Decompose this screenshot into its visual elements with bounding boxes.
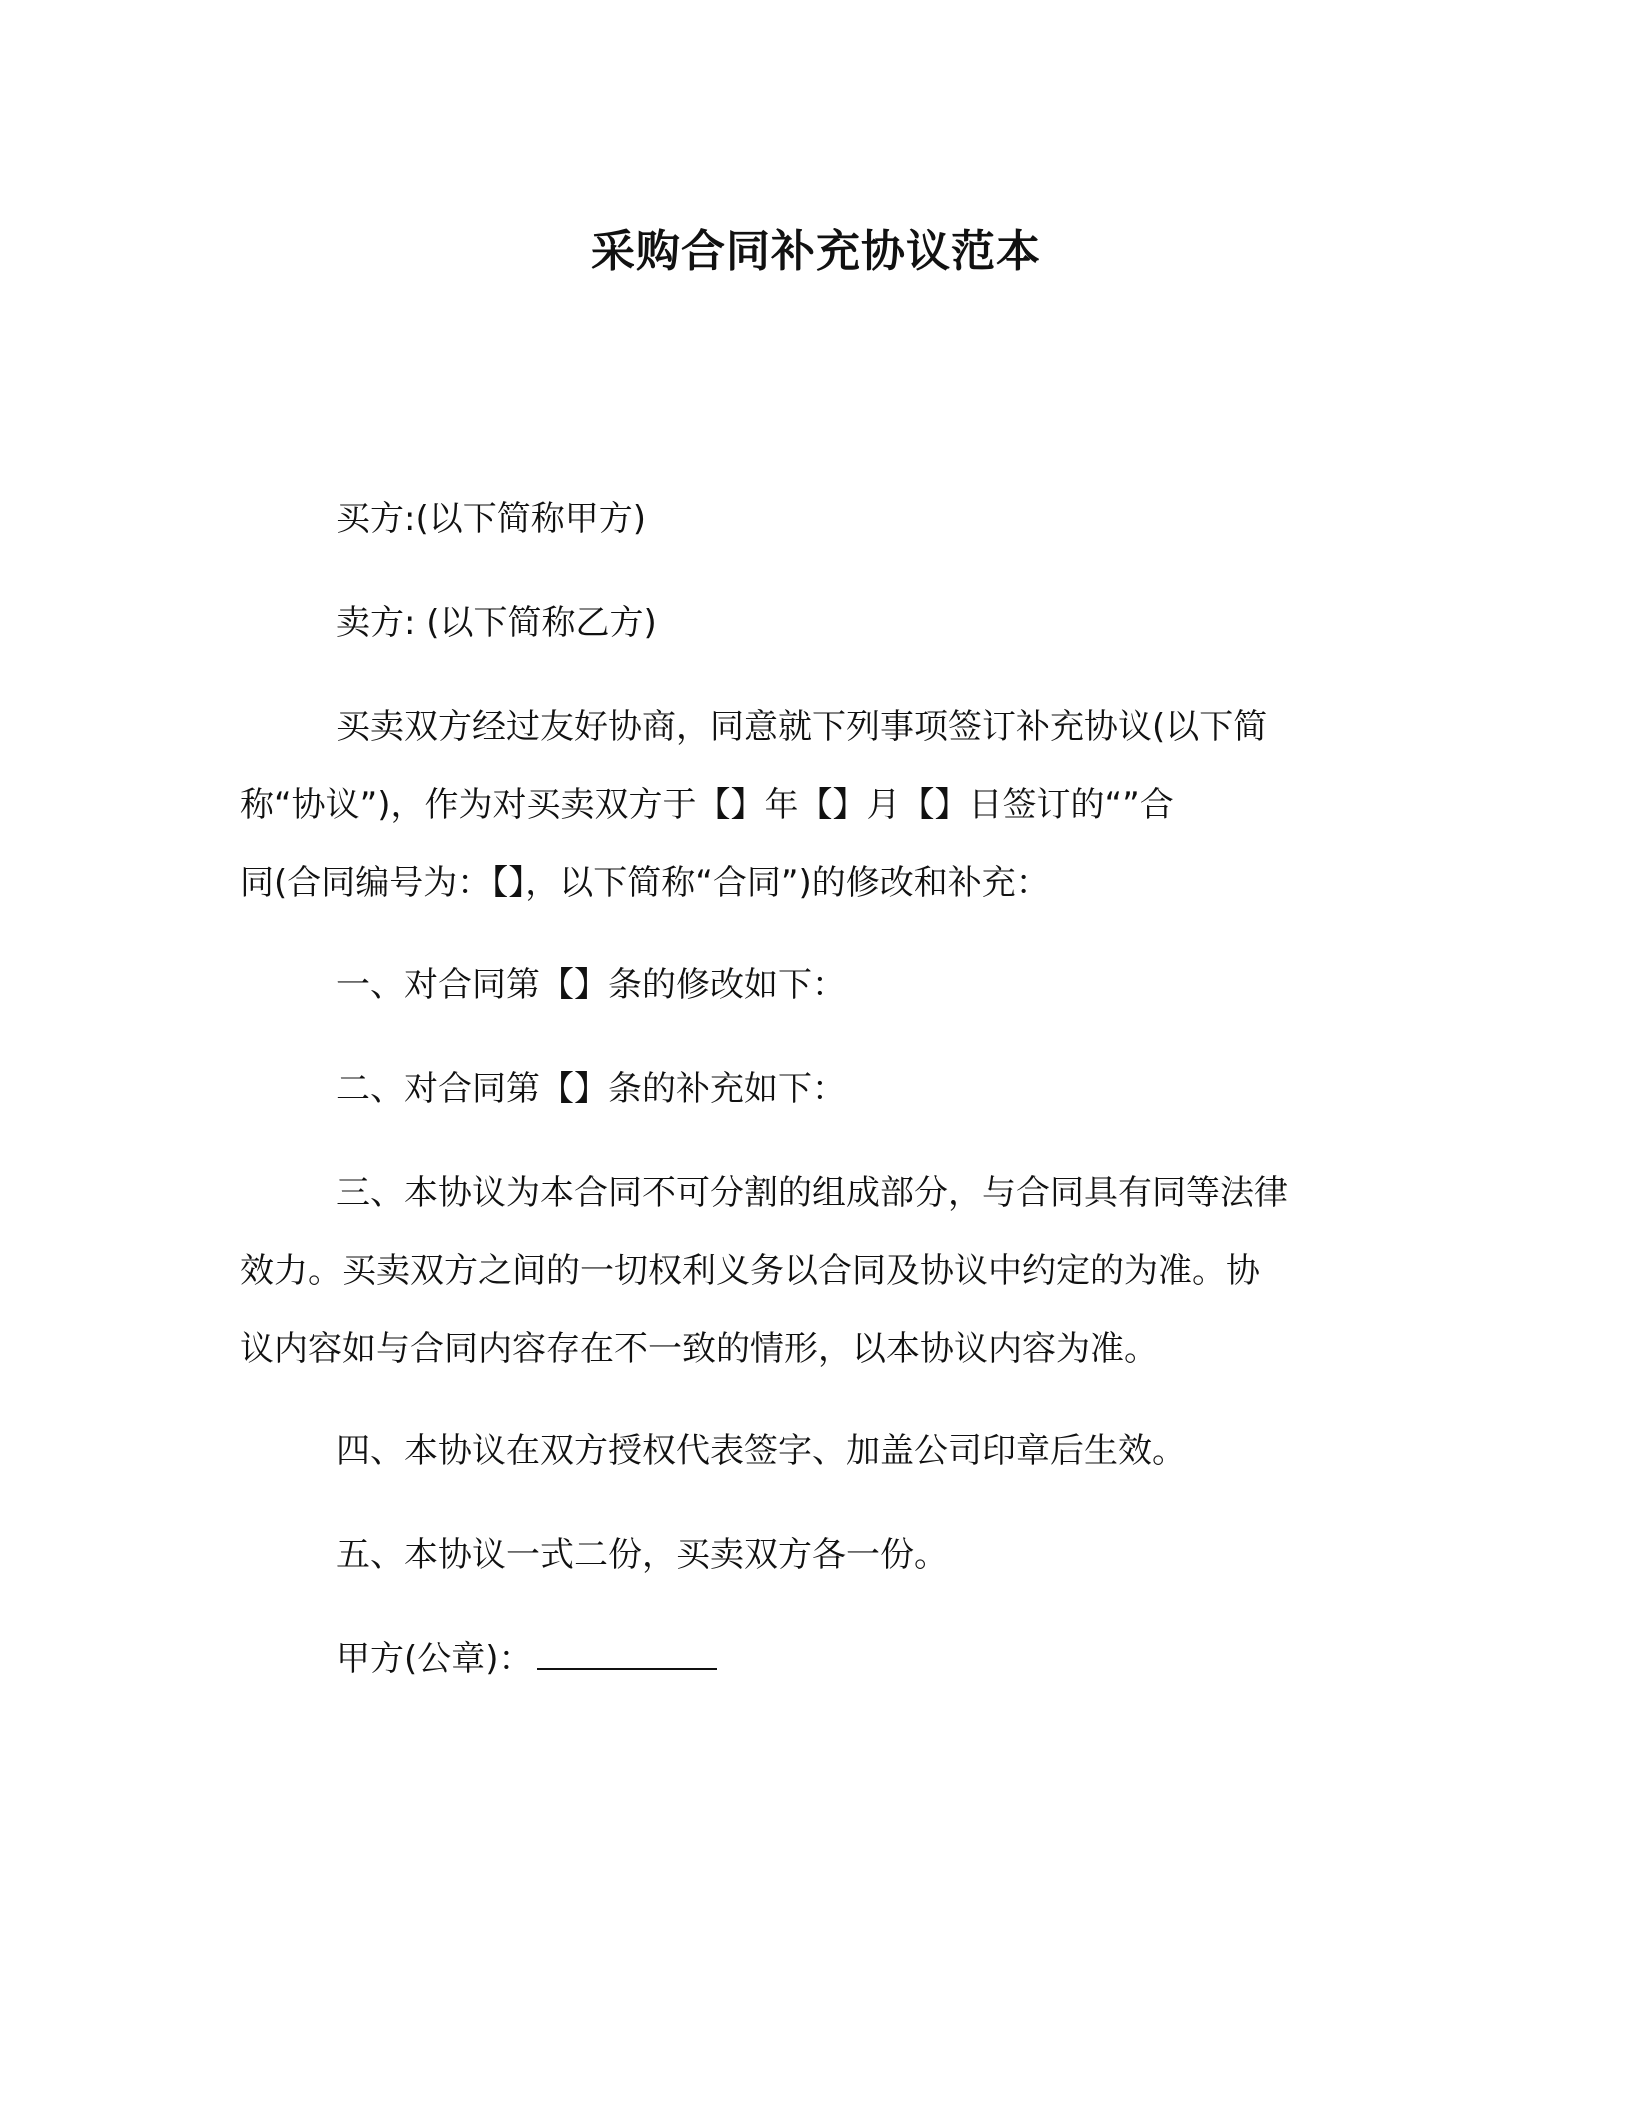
clause-5-block (240, 1516, 1392, 1594)
signature-blank-line (537, 1638, 717, 1670)
signature-block (240, 1620, 1392, 1698)
clause-3-line-3: 议内容如与合同内容存在不一致的情形，以本协议内容为准。 (240, 1329, 1158, 1369)
preamble-paragraph (240, 688, 1392, 922)
preamble-line-3: 同(合同编号为：【】，以下简称“合同”)的修改和补充： (240, 863, 1050, 903)
clause-4: 四、本协议在双方授权代表签字、加盖公司印章后生效。 (336, 1431, 1186, 1471)
clause-4-block (240, 1412, 1392, 1490)
document-title: 采购合同补充协议范本 (591, 226, 1041, 277)
clause-3-line-1: 三、本协议为本合同不可分割的组成部分，与合同具有同等法律 (336, 1173, 1288, 1213)
clause-3-paragraph (240, 1154, 1392, 1388)
party-block (240, 480, 1392, 558)
seller-block (240, 584, 1392, 662)
clause-2-block (240, 1050, 1392, 1128)
clause-5: 五、本协议一式二份，买卖双方各一份。 (336, 1535, 948, 1575)
clause-3-line-2: 效力。买卖双方之间的一切权利义务以合同及协议中约定的为准。协 (240, 1251, 1260, 1291)
preamble-line-2: 称“协议”)，作为对买卖双方于【】年【】月【】日签订的“”合 (240, 785, 1174, 825)
clause-1-block (240, 946, 1392, 1024)
signature-label: 甲方(公章)： (336, 1639, 533, 1679)
clause-2: 二、对合同第【】条的补充如下： (336, 1069, 846, 1109)
clause-1: 一、对合同第【】条的修改如下： (336, 965, 846, 1005)
buyer-line: 买方:(以下简称甲方) (336, 499, 646, 539)
signature-row (240, 1620, 1392, 1698)
preamble-line-1: 买卖双方经过友好协商，同意就下列事项签订补充协议(以下简 (336, 707, 1268, 747)
seller-line: 卖方: (以下简称乙方) (336, 603, 657, 643)
